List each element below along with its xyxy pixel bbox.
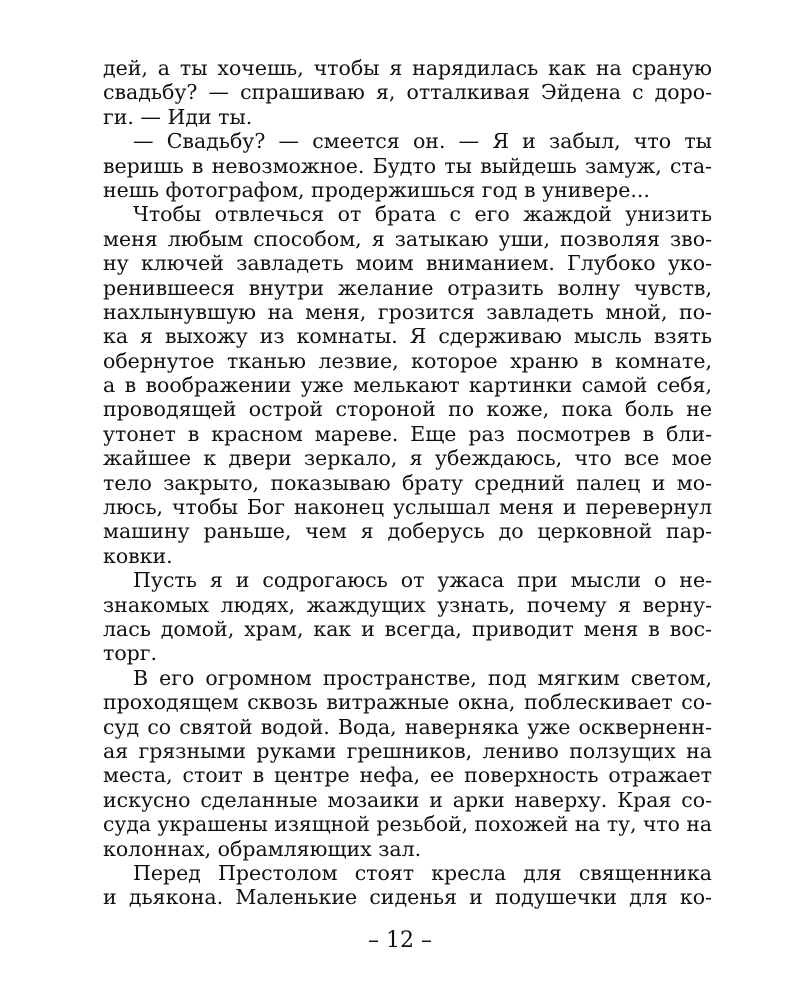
text-line: утонет в красном мареве. Еще раз посмотрев в бли- xyxy=(103,421,712,446)
text-line: ну ключей завладеть моим вниманием. Глубоко уко- xyxy=(103,251,712,276)
text-line: меня любым способом, я затыкаю уши, позволяя зво- xyxy=(103,226,712,251)
text-line: дей, а ты хочешь, чтобы я нарядилась как на сраную xyxy=(103,56,712,80)
text-line: проводящей острой стороной по коже, пока боль не xyxy=(103,397,712,422)
text-line: свадьбу? — спрашиваю я, отталкивая Эйдена с доро- xyxy=(103,80,712,105)
text-line: Перед Престолом стоят кресла для священника xyxy=(133,860,712,885)
text-line: проходящем сквозь витражные окна, поблескивает со- xyxy=(103,690,712,715)
text-line: обернутое тканью лезвие, которое храню в комнате, xyxy=(103,348,712,373)
text-line: В его огромном пространстве, под мягким светом, xyxy=(133,665,712,690)
text-line: жайшее к двери зеркало, я убеждаюсь, что все мое xyxy=(103,446,712,471)
text-line: колоннах, обрамляющих зал. xyxy=(103,836,422,861)
text-line: Чтобы отвлечься от брата с его жаждой унизить xyxy=(133,202,712,227)
text-line: знакомых людях, жаждущих узнать, почему я верну- xyxy=(103,592,712,617)
text-line: ковки. xyxy=(103,543,173,568)
text-line: ая грязными руками грешников, лениво ползущих на xyxy=(103,738,712,763)
text-line: лась домой, храм, как и всегда, приводит меня в вос- xyxy=(103,616,712,641)
text-line: люсь, чтобы Бог наконец услышал меня и перевернул xyxy=(103,495,712,520)
text-line: места, стоит в центре нефа, ее поверхность отражает xyxy=(103,763,712,788)
text-line: искусно сделанные мозаики и арки наверху. Края со- xyxy=(103,787,712,812)
text-line: ги. — Иди ты. xyxy=(103,104,253,129)
body-text xyxy=(103,56,712,910)
text-line: веришь в невозможное. Будто ты выйдешь замуж, ста- xyxy=(103,153,712,178)
text-line: Пусть я и содрогаюсь от ужаса при мысли о не- xyxy=(133,568,712,593)
text-line: суда украшены изящной резьбой, похожей на ту, что на xyxy=(103,812,713,837)
text-line: — Свадьбу? — смеется он. — Я и забыл, что ты xyxy=(133,129,712,154)
text-line: ка я выхожу из комнаты. Я сдерживаю мысль взять xyxy=(103,324,712,349)
text-line: машину раньше, чем я доберусь до церковной пар- xyxy=(103,519,712,544)
page-number: – 12 – xyxy=(368,928,432,953)
text-line: и дьякона. Маленькие сиденья и подушечки для ко- xyxy=(103,885,712,910)
text-line: а в воображении уже мелькают картинки самой себя, xyxy=(103,373,712,398)
text-line: тело закрыто, показываю брату средний палец и мо- xyxy=(103,470,712,495)
text-line: ренившееся внутри желание отразить волну чувств, xyxy=(103,275,712,300)
text-line: нешь фотографом, продержишься год в универе... xyxy=(103,177,650,202)
text-line: суд со святой водой. Вода, наверняка уже оскверненн- xyxy=(103,714,712,739)
text-line: нахлынувшую на меня, грозится завладеть мной, по- xyxy=(103,299,712,324)
text-line: торг. xyxy=(103,641,158,666)
